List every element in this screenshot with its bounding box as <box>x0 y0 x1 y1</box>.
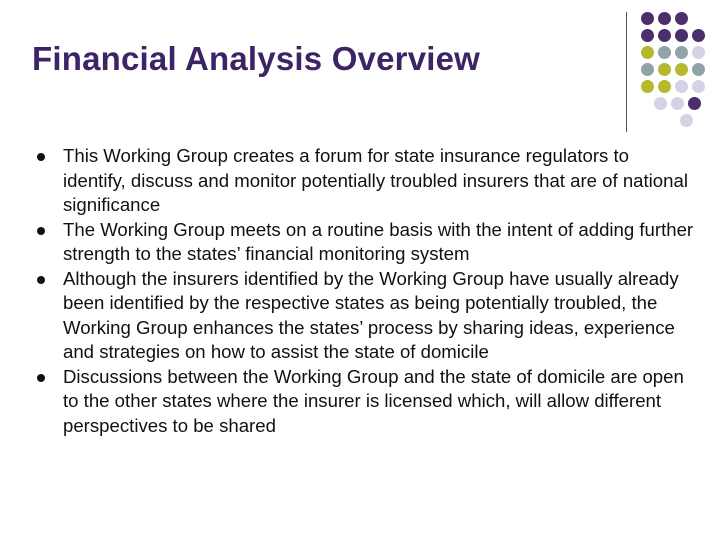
bullet-text: Discussions between the Working Group and the state of domicile are open to the other states where the insurer is licensed which, will allow different perspectives to be shared <box>63 365 684 436</box>
slide-title: Financial Analysis Overview <box>32 40 481 77</box>
decorative-dot <box>654 97 667 110</box>
decorative-dot <box>688 97 701 110</box>
bullet-text: The Working Group meets on a routine basis with the intent of adding further strength to the states’ financial monitoring system <box>63 218 694 264</box>
bullet-icon <box>37 276 45 284</box>
bullet-icon <box>37 374 45 382</box>
bullet-item <box>36 365 696 439</box>
decorative-dot <box>641 46 654 59</box>
decorative-dot <box>675 46 688 59</box>
decorative-dot <box>658 12 671 25</box>
decorative-dot <box>658 29 671 42</box>
bullet-item <box>36 267 696 365</box>
decorative-dot <box>692 63 705 76</box>
decorative-dot <box>658 46 671 59</box>
decorative-dot <box>641 63 654 76</box>
decorative-dot <box>658 63 671 76</box>
decorative-dot <box>671 97 684 110</box>
bullet-item <box>36 218 696 267</box>
decorative-dot <box>680 114 693 127</box>
bullet-icon <box>37 227 45 235</box>
decorative-dot <box>675 80 688 93</box>
decorative-dot <box>692 46 705 59</box>
decorative-dot <box>641 80 654 93</box>
bullet-text: Although the insurers identified by the Working Group have usually already been identified by the respective states as being potentially troubled, the Working Group enhances the states’ process by sharing ideas, experience and strategies on how to assist the state of domicile <box>63 267 679 362</box>
bullet-list <box>36 144 696 438</box>
decorative-dot <box>658 80 671 93</box>
decorative-dot <box>641 29 654 42</box>
divider-line <box>626 12 627 132</box>
bullet-item <box>36 144 696 218</box>
decorative-dot <box>675 29 688 42</box>
decorative-dot <box>641 12 654 25</box>
decorative-dot <box>692 29 705 42</box>
decorative-dot <box>692 80 705 93</box>
decorative-dot <box>675 63 688 76</box>
decorative-dot <box>675 12 688 25</box>
bullet-text: This Working Group creates a forum for state insurance regulators to identify, discuss and monitor potentially troubled insurers that are of national significance <box>63 145 688 215</box>
bullet-icon <box>37 153 45 161</box>
